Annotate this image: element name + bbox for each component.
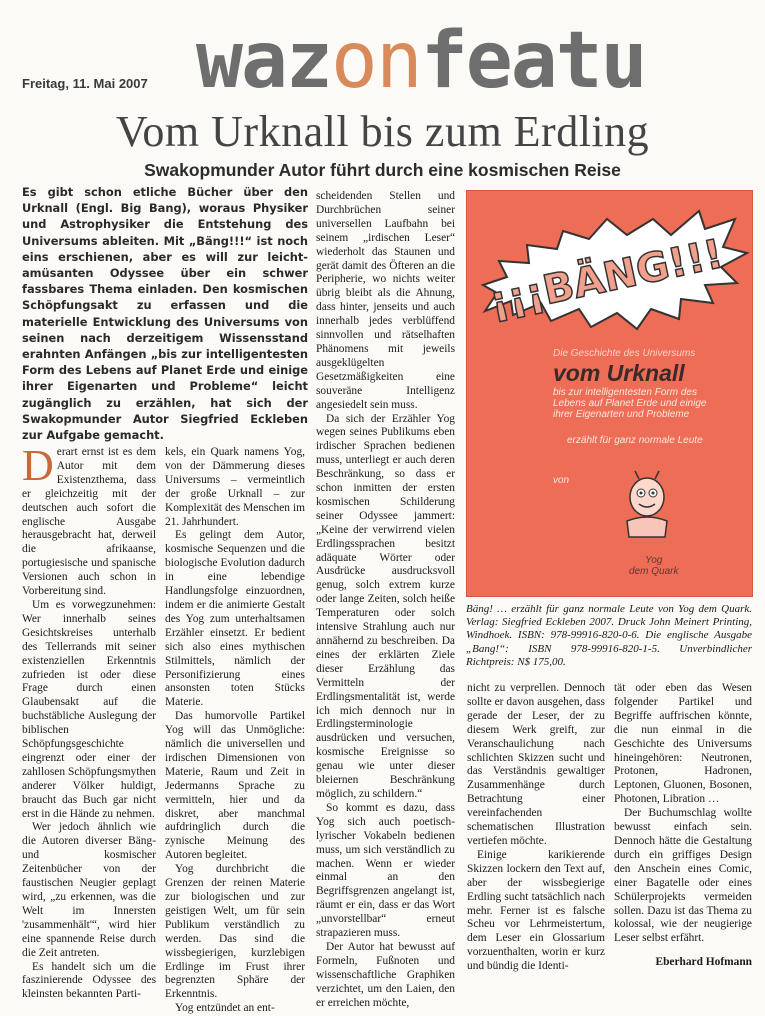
book-caption: Bäng! … erzählt für ganz normale Leute von Yog dem Quark. Verlag: Siegfried Eckleben 2007. Druck John Meinert Printing, Windhoek. ISBN: 978-99916-820-0-6. Die englische Ausgabe „Bang!“: ISBN 978-99916-820-1-5. Unverbindlicher Richtpreis: N$ 175,00. <box>466 603 752 668</box>
paragraph: Es gelingt dem Autor, kosmische Sequenzen und die biologische Evolution dadurch in eine lebendige Handlungsfolge einzuordnen, indem er die animierte Gestalt des Yog zum unterhaltsamen Erzähler einsetzt. Er bedient sich also eines mythischen Stilmittels, nämlich der Personifizierung eines ansonsten toten Stücks Materie. <box>165 529 305 709</box>
subheadline: Swakopmunder Autor führt durch eine kosmischen Reise <box>144 160 621 180</box>
text-column-2 <box>165 446 305 1015</box>
bang-burst-icon <box>467 191 752 351</box>
paragraph: nicht zu verprellen. Dennoch sollte er davon ausgehen, dass gerade der Leser, der zu diesem Werk greift, zur Veranschaulichung nach schlichten Skizzen sucht und das Verständnis gewaltiger Zusammenhänge durch Betrachtung einer vereinfachenden schematischen Illustration vertiefen möchte. <box>467 682 605 847</box>
text-column-1 <box>22 441 156 1001</box>
cover-line-3: bis zur intelligentesten Form des Lebens auf Planet Erde und einige ihrer Eigenarten und Probleme <box>553 387 707 420</box>
paragraph: tät oder eben das Wesen folgender Partikel und Begriffe auffrischen könnte, die nun einmal in die Geschichte des Universums hineingehören: Neutronen, Protonen, Hadronen, Leptonen, Gluonen, Bosonen, Photonen, Libration … <box>614 682 752 806</box>
paragraph: Yog durchbricht die Grenzen der reinen Materie zur biologischen und zur geistigen Welt, um für sein Publikum verständlich zu werden. Das sind die wissbegierigen, kurzlebigen Erdlinge im Frust ihrer begrenzten Sphäre der Erkenntnis. <box>165 863 305 1001</box>
paragraph: kels, ein Quark namens Yog, von der Dämmerung dieses Universums – vermeintlich der große Urknall – zur Komplexität des Menschen im 21. Jahrhundert. <box>165 446 305 528</box>
masthead-pre: waz <box>196 16 331 106</box>
book-cover-image <box>466 190 753 597</box>
cover-line-6: Yog dem Quark <box>629 555 679 577</box>
lead-paragraph: Es gibt schon etliche Bücher über den Urknall (Engl. Big Bang), woraus Physiker und Astrophysiker die Entstehung des Universums ableiten. Mit „Bäng!!!“ ist noch eins erschienen, aber es will zur leicht-amüsanten Odyssee über ein schwer fassbares Thema einladen. Den kosmischen Schöpfungsakt zu erfassen und die materielle Entwicklung des Universums von seinen nach derzeitigem Wissensstand erahnten Anfängen „bis zur intelligentesten Form des Lebens auf Planet Erde und einige ihrer Eigenarten und Probleme“ leicht zugänglich zu erzählen, hat sich der Swakopmunder Autor Siegfried Eckleben zur Aufgabe gemacht. <box>22 185 308 443</box>
masthead-mid: on <box>330 16 421 106</box>
paragraph: Derart ernst ist es dem Autor mit dem Existenzthema, dass er gleichzeitig mit der deutschen auch sofort die englische Ausgabe herausgebracht hat, derweil die afrikaanse, portugiesische und spanische Versionen auch schon in Vorbereitung sind. <box>22 441 156 598</box>
headline: Vom Urknall bis zum Erdling <box>115 107 650 156</box>
paragraph: Das humorvolle Partikel Yog will das Unmögliche: nämlich die universellen und irdischen Dimensionen von Materie, Raum und Zeit in Jedermanns Sprache zu vermitteln, hier und da diskret, aber manchmal aufdringlich durch die zynische Meinung des Autoren begleitet. <box>165 710 305 862</box>
paragraph: So kommt es dazu, dass Yog sich auch poetisch-lyrischer Vokabeln bedienen muss, um sich verständlich zu machen. Wenn er wieder einmal an den Begriffsgrenzen angelangt ist, räumt er ein, dass er das Wort „unvorstellbar“ erneut strapazieren muss. <box>316 801 455 940</box>
text-column-5 <box>614 682 752 978</box>
paragraph: Einige karikierende Skizzen lockern den Text auf, aber der wissbegierige Erdling sucht tatsächlich nach mehr. Ferner ist es falsche Scheu vor Lehrmeistertum, dem Leser ein Glossarium vorzuenthalten, worin er kurz und bündig die Identi- <box>467 848 605 973</box>
paragraph: Um es vorwegzunehmen: Wer innerhalb seines Gesichtskreises unterhalb des Tellerrands mit seiner existenziellen Erkenntnis zufrieden ist oder diese Frage durch einen Glaubensakt auf die buchstäbliche Auslegung der biblischen Schöpfungsgeschichte eingrenzt oder einer der zahllosen Schöpfungsmythen anderer Völker huldigt, braucht das Buch gar nicht erst in die Hände zu nehmen. <box>22 598 156 820</box>
drop-cap: D <box>22 441 54 490</box>
cover-line-1: Die Geschichte des Universums <box>553 348 696 359</box>
author-byline: Eberhard Hofmann <box>655 956 752 969</box>
issue-date: Freitag, 11. Mai 2007 <box>22 76 148 91</box>
yog-quark-character-icon <box>617 471 677 541</box>
cover-title: vom Urknall <box>553 360 685 386</box>
paragraph: Der Buchumschlag wollte bewusst einfach sein. Dennoch hätte die Gestaltung durch ein griffiges Design den Anschein eines Comic, einer Bagatelle oder eines Schülerprojekts vermeiden sollen. Dazu ist das Thema zu kolossal, wie der neugierige Leser selbst erfährt. <box>614 807 752 945</box>
cover-line-4: erzählt für ganz normale Leute <box>567 435 703 446</box>
paragraph: Da sich der Erzähler Yog wegen seines Publikums eben irdischer Sprachen bedienen muss, unterliegt er auch deren Beschränkung, so dass er schon inmitten der ersten kosmischen Schilderung seiner Odyssee jammert: „Keine der verwirrend vielen Erdlingssprachen besitzt adäquate Wörter oder Ausdrücke ausdrucksvoll genug, solch extrem kurze oder lange Zeiten, solch heiße Temperaturen oder solch intensive Strahlung auch nur annähernd zu beschreiben. Da eines der erklärten Ziele dieser Erzählung das Vermitteln der Erdlingsmentalität ist, werde ich mich dennoch nur in Erdlingsterminologie ausdrücken und versuchen, kosmische Ereignisse so genau wie unter dieser bleiernen Beschränkung möglich, zu schildern.“ <box>316 412 455 800</box>
cover-line-5: von <box>553 475 570 486</box>
masthead-logo <box>196 18 765 104</box>
paragraph: Es handelt sich um die faszinierende Odyssee des kleinsten bekannten Parti- <box>22 960 156 1001</box>
paragraph: Wer jedoch ähnlich wie die Autoren diverser Bäng- und kosmischer Zeitenbücher von der faustischen Neugier geplagt wird, „zu erkennen, was die Welt im Innersten 'zusammenhält'“, wird hier eine spannende Reise durch die Zeit antreten. <box>22 821 156 959</box>
text-column-3 <box>316 190 455 1009</box>
text-column-4 <box>467 682 605 978</box>
masthead-post: featu <box>420 16 646 106</box>
paragraph: Der Autor hat bewusst auf Formeln, Fußnoten und wissenschaftliche Graphiken verzichtet, um den Laien, den er erreichen möchte, <box>316 940 455 1009</box>
bang-title: ¡¡¡BÄNG!!! <box>485 231 728 326</box>
paragraph: Yog entzündet an ent- <box>175 1002 275 1015</box>
paragraph: scheidenden Stellen und Durchbrüchen seiner universellen Laufbahn bei seinem „irdischen Leser“ wiederholt das Staunen und gerät damit des Öfteren an die Peripherie, wo nichts weiter übrig bleibt als die Ahnung, dass hinter, jenseits und auch innerhalb jedes verblüffend sinnvollen und rätselhaften Phänomens mit jeweils ausgeklügelten Gesetzmäßigkeiten eine souveräne Intelligenz angesiedelt sein muss. <box>316 190 455 411</box>
